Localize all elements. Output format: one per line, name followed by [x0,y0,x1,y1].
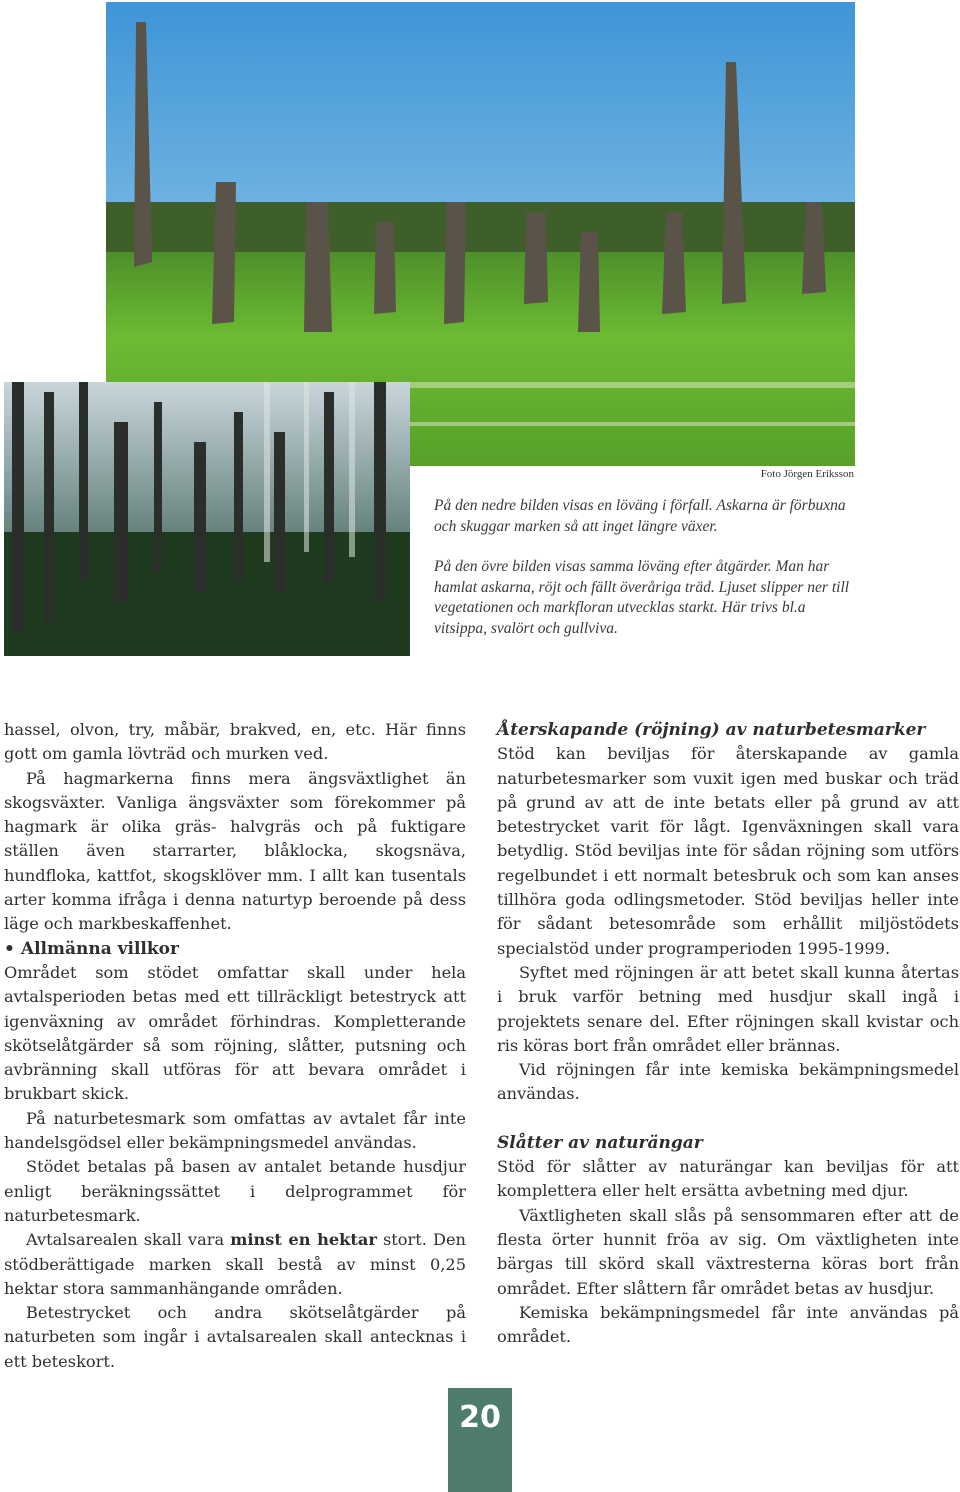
page-number: 20 [448,1388,512,1492]
caption-paragraph-1: På den nedre bilden visas en löväng i förfall. Askarna är förbuxna och skuggar marken så att inget längre växer. [434,497,846,535]
section-heading-allmanna-villkor [4,937,466,961]
left-column [4,718,466,1374]
left-paragraph-5: Stödet betalas på basen av antalet betande husdjur enligt beräkningssättet i delprogrammet för naturbetesmark. [4,1157,466,1225]
section-heading-text: Allmänna villkor [20,938,179,959]
heading-slatter: Slåtter av naturängar [497,1132,703,1153]
right-paragraph-2: Syftet med röjningen är att betet skall kunna återtas i bruk varför betning med husdjur skall ingå i projektets senare del. Efter röjningen skall kvistar och ris köras bort från området eller brännas. [497,962,959,1055]
photo-caption [434,496,854,639]
right-paragraph-6: Kemiska bekämpningsmedel får inte användas på området. [497,1302,959,1347]
bullet-icon: • [4,938,15,959]
left-paragraph-6 [4,1228,466,1301]
left-paragraph-7: Betestrycket och andra skötselåtgärder på naturbeten som ingår i avtalsarealen skall antecknas i ett beteskort. [4,1303,466,1371]
right-paragraph-1: Stöd kan beviljas för återskapande av gamla naturbetesmarker som vuxit igen med buskar och träd på grund av att de inte betats eller på grund av att betestrycket varit för lågt. Igenväxningen skall vara betydlig. Stöd beviljas inte för sådan röjning som utförs regelbundet i ett normalt betesbruk och som kan anses tillhöra goda odlingsmetoder. Stöd beviljas heller inte för sådant betesområde som erhållit miljöstödets specialstöd under programperioden 1995-1999. [497,744,959,958]
photo-neglected-meadow [4,382,410,656]
left-paragraph-3: Området som stödet omfattar skall under hela avtalsperioden betas med ett tillräckligt betestryck att igenväxning av området förhindras. Kompletterande skötselåtgärder så som röjning, slåtter, putsning och avbränning skall utföras för att bevara området i brukbart skick. [4,962,466,1104]
right-column [497,718,959,1349]
heading-aterskapande: Återskapande (röjning) av naturbetesmarker [497,720,926,740]
p6-bold: minst en hektar [230,1230,377,1250]
left-paragraph-2: På hagmarkerna finns mera ängsväxtlighet än skogsväxter. Vanliga ängsväxter som förekommer på hagmark är olika gräs- halvgräs och på fuktigare ställen även starrarter, blåklocka, skogsnäva, hundfloka, kattfot, skogsklöver mm. I allt kan tusentals arter komma ifråga i denna naturtyp beroende på dess läge och markbeskaffenhet. [4,768,466,934]
p6-after: stort. Den stödberättigade marken skall bestå av minst 0,25 hektar stora sammanhängande områden. [4,1230,466,1298]
p6-before: Avtalsarealen skall vara [26,1230,231,1250]
right-paragraph-4: Stöd för slåtter av naturängar kan beviljas för att komplettera eller helt ersätta avbetning med djur. [497,1157,959,1201]
photo-credit: Foto Jörgen Eriksson [760,468,854,480]
right-paragraph-5: Växtligheten skall slås på sensommaren efter att de flesta örter hunnit fröa av sig. Om växtligheten inte bärgas till skörd skall växtresterna köras bort från området. Efter slåttern får området betas av husdjur. [497,1205,959,1298]
left-paragraph-4: På naturbetesmark som omfattas av avtalet får inte handelsgödsel eller bekämpningsmedel användas. [4,1108,466,1153]
left-paragraph-1: hassel, olvon, try, måbär, brakved, en, etc. Här finns gott om gamla lövträd och murken ved. [4,720,466,764]
caption-paragraph-2: På den övre bilden visas samma löväng efter åtgärder. Man har hamlat askarna, röjt och fällt överåriga träd. Ljuset slipper ner till vegetationen och markfloran utvecklas starkt. Här trivs bl.a vitsippa, svalört och gullviva. [434,558,850,637]
right-paragraph-3: Vid röjningen får inte kemiska bekämpningsmedel användas. [497,1060,959,1104]
